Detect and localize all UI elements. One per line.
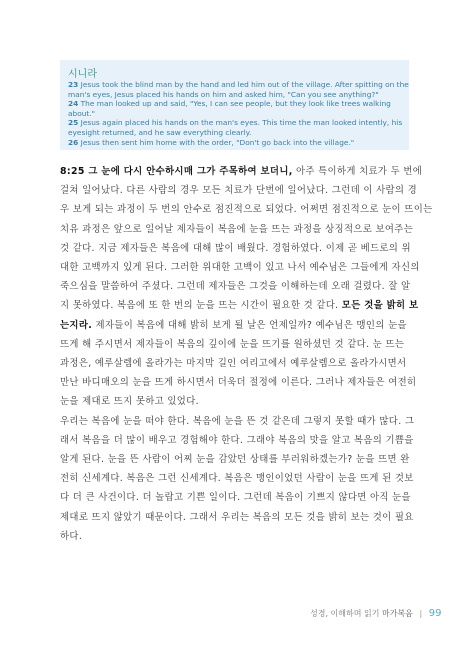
verse-24-line-2: about." bbox=[68, 108, 96, 118]
body-text: 제자들이 복음에 대해 밝히 보게 될 날은 언제일까? 예수님은 맹인의 눈을 bbox=[92, 319, 407, 331]
body-line-4: 치유 과정은 앞으로 일어날 제자들이 복음에 눈을 뜨는 과정을 상징적으로 보여주는 bbox=[60, 223, 414, 235]
page-footer bbox=[310, 608, 441, 619]
body-line-14: 우리는 복음에 눈을 떠야 한다. 복음에 눈을 뜬 것 같은데 그렇지 못할 때가 많다. 그 bbox=[60, 415, 415, 427]
body-text: 지 못하였다. 복음에 또 한 번의 눈을 뜨는 시간이 필요한 것 같다. bbox=[60, 300, 342, 312]
body-line-19: 제대로 뜨지 않았기 때문이다. 그래서 우리는 복음의 모든 것을 밝히 보는 것이 필요 bbox=[60, 511, 414, 523]
verse-number: 25 bbox=[68, 118, 79, 128]
verse-26-line-1 bbox=[68, 138, 408, 148]
verse-number: 26 bbox=[68, 137, 79, 147]
verse-text: Jesus took the blind man by the hand and led him out of the village. After spitting on the bbox=[80, 80, 409, 89]
bold-phrase: 는지라. bbox=[60, 319, 93, 331]
body-line-13: 눈을 제대로 뜨지 못하고 있었다. bbox=[60, 396, 199, 408]
verse-25-line-2: eyesight returned, and he saw everything clearly. bbox=[68, 128, 252, 137]
verse-text: Jesus again placed his hands on the man's eyes. This time the man looked intently, his bbox=[80, 118, 403, 128]
verse-23-line-2: man's eyes, Jesus placed his hands on him and asked him, "Can you see anything?" bbox=[68, 89, 379, 99]
body-line-3: 우 보게 되는 과정이 두 번의 안수로 점진적으로 되었다. 어쩌면 점진적으로 눈이 뜨이는 bbox=[60, 204, 433, 216]
body-line-12: 만난 바디매오의 눈을 뜨게 하시면서 더욱더 절정에 이른다. 그러나 제자들은 여전히 bbox=[60, 377, 417, 389]
verse-text: The man looked up and said, "Yes, I can see people, but they look like trees walking bbox=[80, 99, 391, 109]
bold-phrase: 모든 것을 밝히 보 bbox=[341, 300, 419, 312]
body-line-11: 과정은, 예루살렘에 올라가는 마지막 길인 여리고에서 예루살렘으로 올라가시면서 bbox=[60, 358, 407, 369]
body-line-10: 뜨게 해 주시면서 제자들이 복음의 깊이에 눈을 뜨기를 원하셨던 것 같다. 눈 뜨는 bbox=[60, 338, 405, 350]
body-line-2: 걸쳐 일어났다. 다른 사람의 경우 모든 치료가 단번에 일어났다. 그런데 이 사람의 경 bbox=[60, 185, 418, 197]
body-text: 아주 특이하게 치료가 두 번에 bbox=[292, 166, 423, 177]
body-line-17: 전히 신세계다. 복음은 그런 신세계다. 복음은 맹인이었던 사람이 눈을 뜨게 된 것보 bbox=[60, 473, 414, 485]
scripture-box-title: 시니라 bbox=[68, 69, 97, 80]
verse-text: Jesus then sent him home with the order, "Don't go back into the village." bbox=[80, 137, 355, 147]
body-line-15: 래서 복음을 더 많이 배우고 경험해야 한다. 그래야 복음의 맛을 알고 복음의 기쁨을 bbox=[60, 434, 414, 446]
body-line-9 bbox=[60, 316, 412, 335]
bold-verse-ref: 8:25 그 눈에 다시 안수하시매 그가 주목하여 보더니, bbox=[60, 166, 293, 177]
body-line-8 bbox=[60, 296, 419, 315]
verse-23-line-1 bbox=[68, 80, 408, 90]
body-line-7: 죽으심을 말씀하여 주셨다. 그런데 제자들은 그것을 이해하는데 오래 걸렸다. 잘 알 bbox=[60, 281, 411, 293]
page-number: 99 bbox=[428, 608, 442, 619]
footer-book-series: 성경, 이해하며 읽기 bbox=[310, 609, 380, 618]
body-line-20: 하다. bbox=[60, 530, 83, 542]
footer-separator: | bbox=[419, 609, 423, 618]
verse-24-line-1 bbox=[68, 99, 408, 109]
verse-number: 23 bbox=[68, 80, 79, 89]
body-line-6: 대한 고백까지 있게 된다. 그러한 위대한 고백이 있고 나서 예수님은 그들에게 자신의 bbox=[60, 262, 420, 273]
body-line-5: 것 같다. 지금 제자들은 복음에 대해 많이 배웠다. 경험하였다. 이제 곧 베드로의 위 bbox=[60, 242, 411, 254]
verse-number: 24 bbox=[68, 99, 79, 109]
body-line-18: 다 더 큰 사건이다. 더 놀랍고 기쁜 일이다. 그런데 복음이 기쁘지 않다면 아직 눈을 bbox=[60, 492, 411, 504]
body-line-16: 알게 된다. 눈을 뜬 사람이 어찌 눈을 감았던 상태를 부러워하겠는가? 눈을 뜨면 완 bbox=[60, 454, 410, 465]
footer-book-title: 마가복음 bbox=[382, 609, 413, 618]
body-line-1 bbox=[60, 162, 423, 181]
verse-25-line-1 bbox=[68, 118, 408, 128]
